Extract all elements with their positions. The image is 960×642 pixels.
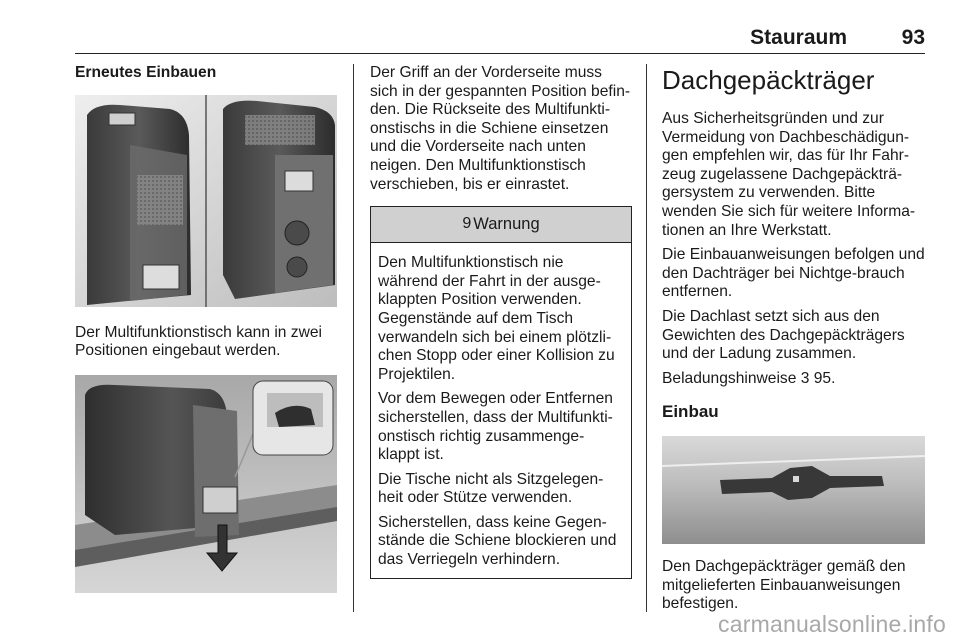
warning-box (370, 206, 632, 579)
figure-table-positions (75, 95, 337, 307)
column-2 (370, 64, 632, 579)
intro-paragraph: Der Griff an der Vorderseite muss sich in der gespannten Position befin-den. Die Rückseite des Multifunkti-onstischs in die Schiene einsetzen und die Vorderseite nach unten neigen. Den Multifunktionstisch verschieben, bis er einrastet. (370, 64, 631, 193)
figure-table-positions-illustration (75, 95, 337, 307)
heading-reinstall: Erneutes Einbauen (75, 64, 217, 81)
figure-roof-mount (662, 436, 925, 544)
warning-title: Warnung (473, 215, 540, 234)
heading-installation: Einbau (662, 402, 719, 422)
warning-body (371, 243, 631, 578)
page-number: 93 (901, 26, 925, 49)
figure-table-rail (75, 375, 337, 593)
caption-roof-mount: Den Dachgepäckträger gemäß den mitgelieferten Einbauanweisungen befestigen. (662, 557, 906, 613)
paragraph-safety: Aus Sicherheitsgründen und zur Vermeidung von Dachbeschädigun-gen empfehlen wir, das für Ihr Fahr-zeug zugelassene Dachgepäckträ-gersystem zu verwenden. Bitte wenden Sie sich für weitere Informa-tionen an Ihre Werkstatt. (662, 110, 916, 239)
section-title: Stauraum (750, 26, 847, 49)
paragraph-instructions: Die Einbauanweisungen befolgen und den Dachträger bei Nichtge-brauch entfernen. (662, 246, 925, 301)
caption-positions: Der Multifunktionstisch kann in zwei Positionen eingebaut werden. (75, 323, 323, 360)
paragraph-roof-load: Die Dachlast setzt sich aus den Gewichten des Dachgepäckträgers und der Ladung zusammen. (662, 307, 905, 363)
page-header (75, 26, 925, 54)
warning-icon: 9 (462, 215, 472, 233)
page-reference-link[interactable]: 3 95. (800, 369, 836, 387)
loading-ref-text: Beladungshinweise (662, 369, 797, 387)
warning-paragraph: Den Multifunktionstisch nie während der Fahrt in der ausge-klappten Position verwenden. Gegenstände auf dem Tisch verwandeln sich bei einem plötzli-chen Stopp oder einer Kollision zu Projektilen. (378, 254, 615, 383)
warning-paragraph: Sicherstellen, dass keine Gegen-stände die Schiene blockieren und das Verriegeln verhindern. (378, 513, 617, 569)
heading-roof-rack: Dachgepäckträger (662, 65, 875, 95)
warning-paragraph: Die Tische nicht als Sitzgelegen-heit oder Stütze verwenden. (378, 470, 604, 507)
warning-paragraph: Vor dem Bewegen oder Entfernen sicherstellen, dass der Multifunkti-onstisch richtig zusammenge-klappt ist. (378, 390, 613, 464)
warning-header (371, 207, 631, 243)
column-divider-1 (353, 64, 354, 612)
figure-roof-mount-illustration (662, 436, 925, 544)
column-1 (75, 64, 343, 593)
watermark: carmanualsonline.info (718, 611, 946, 637)
paragraph-loading-ref (662, 370, 927, 389)
column-3 (662, 64, 927, 614)
column-divider-2 (646, 64, 647, 612)
figure-table-rail-illustration (75, 375, 337, 593)
